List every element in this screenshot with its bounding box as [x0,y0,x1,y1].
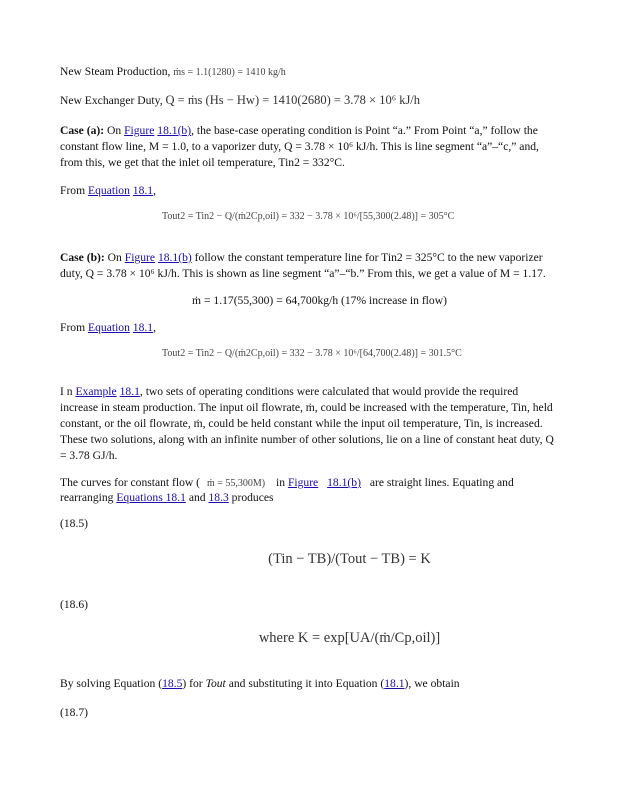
equation-number-link[interactable]: 18.1 [132,184,154,197]
case-a-line-3: from this, we get that the inlet oil temperature, Tin2 = 332°C. [60,156,345,169]
case-a-figure-link[interactable]: Figure [124,124,155,137]
produces-text: produces [231,491,274,504]
equation-case-a [162,208,582,225]
curves-in: in [276,476,286,489]
example-para-line-2: increase in steam production. The input oil flowrate, ṁ, could be increased with the temperature, Tin, held [60,401,553,414]
example-in: I n [60,385,73,398]
case-a-line-1 [60,123,579,139]
exchanger-duty-line [60,93,579,109]
from-text-2: From [60,321,86,334]
curves-text-a: The curves for constant flow ( [60,476,201,489]
curves-text-d: are straight lines. Equating and [369,476,514,489]
eq-18-5-text: (Tin − TB)/(Tout − TB) = K [268,551,431,567]
case-b-line-2: duty, Q = 3.78 × 10⁶ kJ/h. This is shown as line segment “a”–“b.” From this, we get a value of M = 1.17. [60,267,546,280]
equation-case-b-text: Tout2 = Tin2 − Q/(ṁ2Cp,oil) = 332 − 3.78 × 10⁶/[64,700(2.48)] = 301.5°C [162,348,462,359]
case-b-figure-number-link[interactable]: 18.1(b) [157,251,192,264]
solve-text-b: ) for [182,677,203,690]
equation-number-link-2[interactable]: 18.1 [132,321,154,334]
curves-figure-link[interactable]: Figure [287,476,319,489]
example-para-line-5: = 3.78 GJ/h. [60,449,118,462]
eq-18-7-label: (18.7) [60,706,89,719]
flow-equation: ṁ = 1.17(55,300) = 64,700kg/h (17% increase in flow) [192,294,447,307]
from-equation-1 [60,183,579,199]
steam-production-line [60,64,579,81]
tout-symbol: Tout [205,677,226,690]
example-para-line-3: constant, or the oil flowrate, ṁ, could be held constant while the input oil temperature, Tin, is increased. [60,417,543,430]
equation-case-a-text: Tout2 = Tin2 − Q/(ṁ2Cp,oil) = 332 − 3.78 × 10⁶/[55,300(2.48)] = 305°C [162,211,455,222]
case-b-line-1 [60,250,579,266]
equation-link[interactable]: Equation [88,184,130,197]
steam-formula: ṁs = 1.1(1280) = 1410 kg/h [173,67,286,78]
equation-link-2[interactable]: Equation [88,321,130,334]
duty-label: New Exchanger Duty, [60,94,163,107]
example-line-1-text: , two sets of operating conditions were calculated that would provide the required [139,385,519,398]
and-text: and [188,491,206,504]
case-b-text-2: follow the constant temperature line for Tin2 = 325°C to the new vaporizer [194,251,543,264]
case-a-text-2: , the base-case operating condition is Point “a.” From Point “a,” follow the [191,124,538,137]
eq-18-1-link[interactable]: 18.1 [384,677,405,690]
case-b-title: Case (b): [60,251,105,264]
equation-case-b [162,345,582,362]
solve-text-d: ), we obtain [404,677,460,690]
case-b-figure-link[interactable]: Figure [124,251,156,264]
case-b-text: On [107,251,122,264]
from-equation-2 [60,320,579,336]
eq-18-5 [90,552,609,568]
example-link[interactable]: Example [75,385,117,398]
steam-label: New Steam Production, [60,65,171,78]
case-a-title: Case (a): [60,124,105,137]
solve-text-c: and substituting it into Equation ( [228,677,385,690]
eq-18-6-text: where K = exp[UA/(ṁ/Cp,oil)] [258,630,441,646]
rearranging-text: rearranging [60,491,114,504]
equations-18-1-link[interactable]: Equations 18.1 [116,491,186,504]
solve-text-a: By solving Equation ( [60,677,163,690]
solve-line [60,676,579,692]
case-a-figure-number-link[interactable]: 18.1(b) [157,124,192,137]
comma-2: , [153,321,156,334]
curves-flow: ṁ = 55,300M) [206,478,266,489]
case-a-line-2: constant flow line, M = 1.0, to a vaporizer duty, Q = 3.78 × 10⁶ kJ/h. This is line segment “a”–“c,” and, [60,140,539,153]
eq-18-6 [90,631,609,647]
comma: , [153,184,156,197]
eq-18-5-label: (18.5) [60,517,89,530]
example-para-line-4: These two solutions, along with an infinite number of other solutions, lie on a line of constant heat duty, Q [60,433,554,446]
example-number-link[interactable]: 18.1 [119,385,140,398]
eq-18-5-link[interactable]: 18.5 [162,677,183,690]
example-para-line-1 [60,384,579,400]
case-a-text: On [107,124,122,137]
curves-para-line-2 [60,490,579,506]
curves-figure-number-link[interactable]: 18.1(b) [327,476,361,489]
equation-18-3-link[interactable]: 18.3 [208,491,229,504]
from-text: From [60,184,86,197]
eq-18-6-label: (18.6) [60,598,89,611]
duty-formula: Q = ṁs (Hs − Hw) = 1410(2680) = 3.78 × 10⁶ kJ/h [165,93,421,107]
